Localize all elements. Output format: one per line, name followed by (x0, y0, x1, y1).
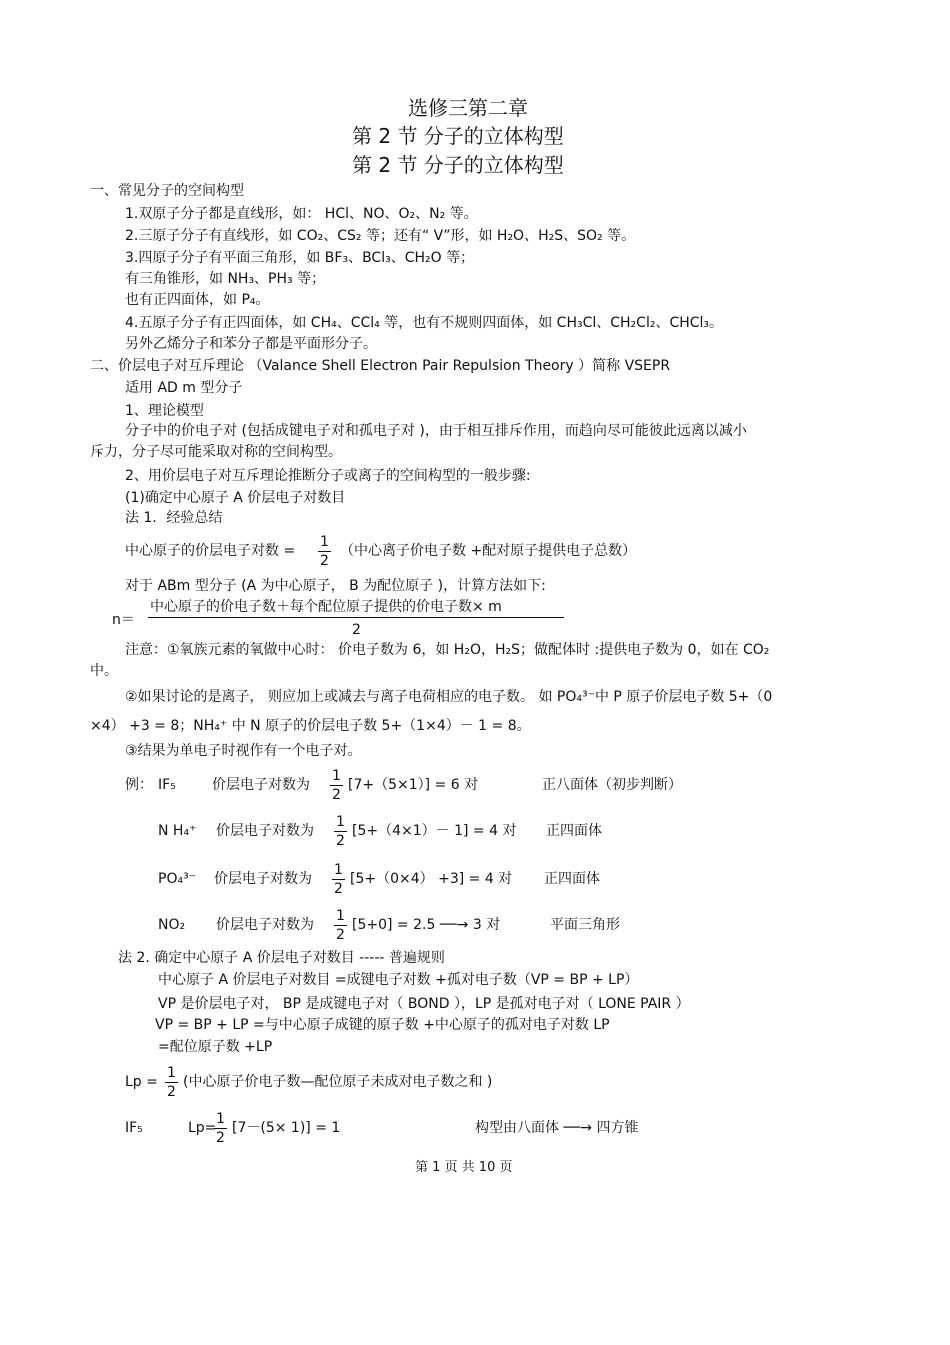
example-shape: 正四面体 (544, 871, 600, 887)
fraction-half (332, 861, 345, 898)
section-title-repeat: 第 2 节 分子的立体构型 (352, 153, 564, 177)
text-line: 中心原子 A 价层电子对数目 =成键电子对数 +孤对电子数（VP = BP + LP） (158, 972, 639, 988)
fraction-numerator: 1 (320, 534, 329, 550)
fraction-half (330, 767, 343, 804)
formula-rhs: (中心原子价电子数—配位原子未成对电子数之和 ) (183, 1074, 493, 1090)
example-expr: [7+（5×1）] = 6 对 (348, 777, 479, 793)
formula-rhs: [7－(5× 1)] = 1 (232, 1120, 341, 1136)
text-line: 分子中的价电子对 (包括成键电子对和孤电子对 )，由于相互排斥作用，而趋向尽可能彼此远离以减小 (125, 423, 747, 439)
subheading: 2、用价层电子对互斥理论推断分子或离子的空间构型的一般步骤: (125, 468, 531, 484)
fraction-numerator: 1 (336, 814, 345, 830)
text-line: 有三角锥形，如 NH₃、PH₃ 等； (125, 271, 326, 287)
fraction-half (318, 533, 331, 570)
fraction-half (334, 907, 347, 944)
fraction-numerator: 1 (336, 908, 345, 924)
example-species: IF₅ (125, 1120, 143, 1136)
example-label: 价层电子对数为 (216, 823, 314, 839)
formula-denominator: 2 (352, 622, 361, 638)
text-line: 3.四原子分子有平面三角形，如 BF₃、BCl₃、CH₂O 等； (125, 250, 475, 266)
text-line: 4.五原子分子有正四面体，如 CH₄、CCl₄ 等，也有不规则四面体，如 CH₃Cl、CH₂Cl₂、CHCl₃。 (125, 315, 724, 331)
formula-lhs: n＝ (112, 612, 135, 628)
heading-part1: 一、常见分子的空间构型 (90, 183, 244, 199)
text-line: 2.三原子分子有直线形，如 CO₂、CS₂ 等；还有“ V”形，如 H₂O、H₂S、SO₂ 等。 (125, 228, 636, 244)
example-label: 价层电子对数为 (212, 777, 310, 793)
note-line: 注意：①氧族元素的氧做中心时： 价电子数为 6，如 H₂O，H₂S；做配体时 :提供电子数为 0，如在 CO₂ (125, 642, 770, 658)
example-label: 价层电子对数为 (216, 917, 314, 933)
formula-numerator: 中心原子的价电子数＋每个配位原子提供的价电子数× m (150, 599, 502, 615)
fraction-denominator: 2 (334, 881, 343, 897)
text-line: 1.双原子分子都是直线形，如： HCl、NO、O₂、N₂ 等。 (125, 206, 478, 222)
chapter-title: 选修三第二章 (408, 96, 528, 120)
fraction-denominator: 2 (216, 1130, 225, 1146)
fraction-numerator: 1 (216, 1111, 225, 1127)
fraction-numerator: 1 (167, 1065, 176, 1081)
example-shape: 平面三角形 (550, 917, 620, 933)
example-species: N H₄⁺ (158, 823, 197, 839)
example-shape: 构型由八面体 ──→ 四方锥 (475, 1120, 639, 1136)
fraction-denominator: 2 (167, 1084, 176, 1100)
text-line: 另外乙烯分子和苯分子都是平面形分子。 (125, 336, 377, 352)
formula-lhs: Lp= (188, 1120, 217, 1136)
text-line: =配位原子数 +LP (158, 1039, 273, 1055)
fraction-numerator: 1 (334, 862, 343, 878)
section-title: 第 2 节 分子的立体构型 (352, 124, 564, 148)
text-line: 法 1．经验总结 (125, 510, 223, 526)
example-expr: [5+（0×4） +3] = 4 对 (350, 871, 513, 887)
page-footer: 第 1 页 共 10 页 (415, 1160, 513, 1175)
formula-lhs: Lp = (125, 1074, 158, 1090)
example-expr: [5+（4×1）－ 1] = 4 对 (352, 823, 517, 839)
text-line: 斥力，分子尽可能采取对称的空间构型。 (90, 444, 342, 460)
formula-lhs: 中心原子的价层电子对数 = (125, 543, 296, 559)
note-line: ×4） +3 = 8；NH₄⁺ 中 N 原子的价层电子数 5+（1×4）－ 1 = 8。 (90, 718, 531, 734)
note-line: ③结果为单电子时视作有一个电子对。 (125, 743, 362, 759)
fraction-denominator: 2 (320, 553, 329, 569)
text-line: 适用 AD m 型分子 (125, 380, 243, 396)
fraction-half (165, 1064, 178, 1101)
fraction-half (214, 1110, 227, 1147)
text-line: VP 是价层电子对， BP 是成键电子对（ BOND ），LP 是孤对电子对（ LONE PAIR ） (158, 996, 690, 1012)
heading-part2: 二、价层电子对互斥理论 （Valance Shell Electron Pair Repulsion Theory ）简称 VSEPR (90, 358, 671, 374)
text-line: 对于 ABm 型分子 (A 为中心原子， B 为配位原子 )，计算方法如下: (125, 578, 546, 594)
formula-rhs: （中心离子价电子数 +配对原子提供电子总数） (340, 543, 637, 559)
example-species: PO₄³⁻ (158, 871, 197, 887)
fraction-half (334, 813, 347, 850)
example-species: IF₅ (158, 777, 176, 793)
example-shape: 正八面体（初步判断） (542, 777, 682, 793)
subheading: 法 2. 确定中心原子 A 价层电子对数目 ----- 普遍规则 (118, 950, 445, 966)
example-prefix: 例： (125, 777, 153, 793)
text-line: (1)确定中心原子 A 价层电子对数目 (125, 490, 346, 506)
fraction-denominator: 2 (332, 787, 341, 803)
note-line: ②如果讨论的是离子， 则应加上或减去与离子电荷相应的电子数。 如 PO₄³⁻中 P 原子价层电子数 5+（0 (125, 689, 773, 705)
note-line: 中。 (90, 663, 118, 679)
example-expr: [5+0] = 2.5 ──→ 3 对 (352, 917, 501, 933)
fraction-bar (148, 617, 564, 618)
fraction-denominator: 2 (336, 833, 345, 849)
example-shape: 正四面体 (546, 823, 602, 839)
example-label: 价层电子对数为 (214, 871, 312, 887)
example-species: NO₂ (158, 917, 186, 933)
text-line: VP = BP + LP =与中心原子成键的原子数 +中心原子的孤对电子对数 LP (155, 1017, 610, 1033)
subheading: 1、理论模型 (125, 403, 204, 419)
text-line: 也有正四面体，如 P₄。 (125, 292, 270, 308)
fraction-denominator: 2 (336, 927, 345, 943)
fraction-numerator: 1 (332, 768, 341, 784)
